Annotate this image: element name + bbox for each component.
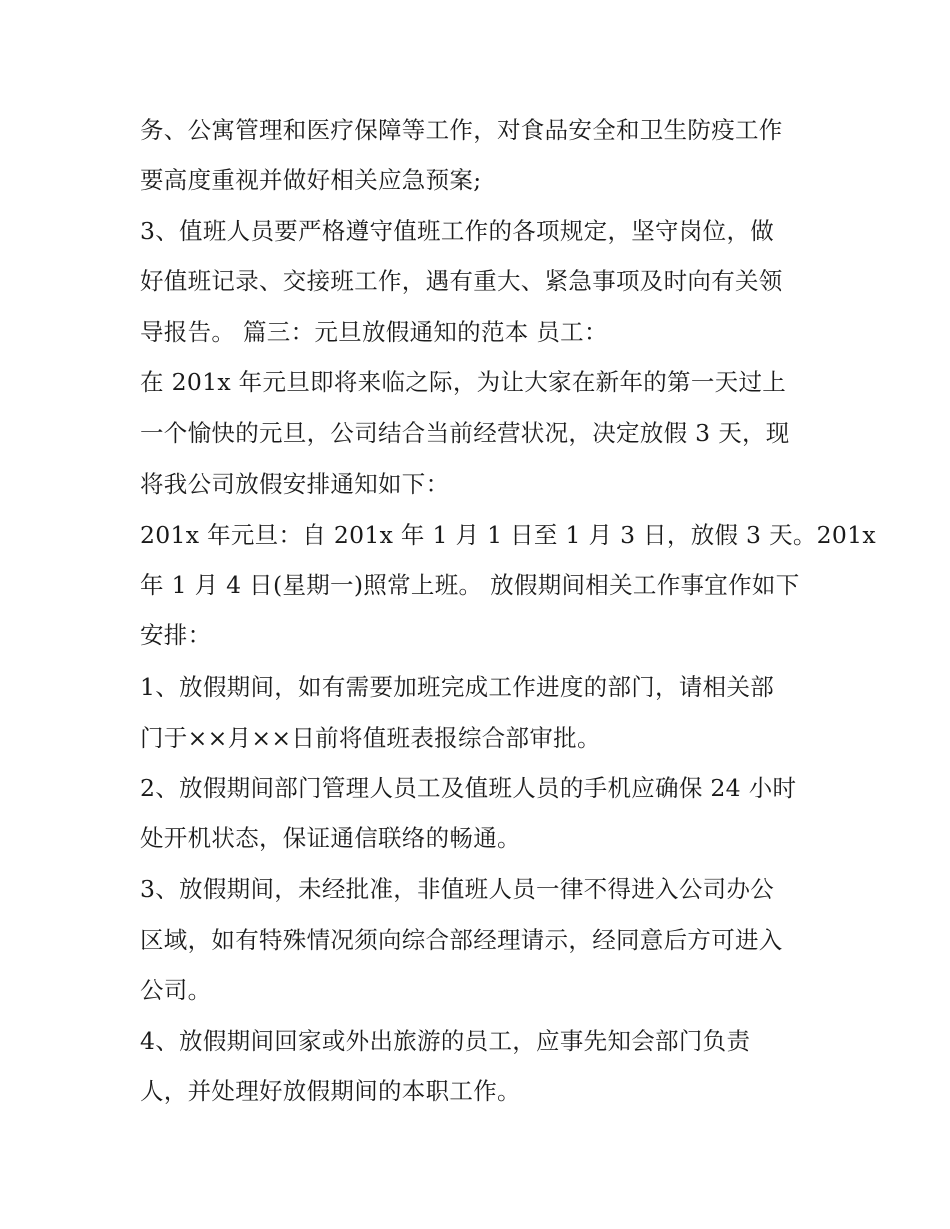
text-line: 要高度重视并做好相关应急预案; (140, 166, 482, 194)
text-line: 安排： (140, 621, 212, 649)
text-line: 3、放假期间，未经批准，非值班人员一律不得进入公司办公 (140, 875, 775, 903)
text-line: 将我公司放假安排通知如下： (140, 470, 450, 498)
text-line: 4、放假期间回家或外出旅游的员工，应事先知会部门负责 (140, 1027, 751, 1055)
text-line: 在 201x 年元旦即将来临之际，为让大家在新年的第一天过上 (140, 368, 787, 396)
text-line: 年 1 月 4 日(星期一)照常上班。 放假期间相关工作事宜作如下 (140, 571, 800, 599)
text-line: 门于××月××日前将值班表报综合部审批。 (140, 724, 601, 752)
text-line: 3、值班人员要严格遵守值班工作的各项规定，坚守岗位，做 (140, 217, 775, 245)
text-line: 一个愉快的元旦，公司结合当前经营状况，决定放假 3 天，现 (140, 419, 790, 447)
text-line: 导报告。 篇三：元旦放假通知的范本 员工： (140, 318, 608, 346)
text-line: 好值班记录、交接班工作，遇有重大、紧急事项及时向有关领 (140, 267, 783, 295)
text-line: 2、放假期间部门管理人员工及值班人员的手机应确保 24 小时 (140, 774, 797, 802)
text-line: 公司。 (140, 976, 212, 1004)
text-line: 处开机状态，保证通信联络的畅通。 (140, 824, 521, 852)
text-line: 务、公寓管理和医疗保障等工作，对食品安全和卫生防疫工作 (140, 116, 783, 144)
text-line: 201x 年元旦：自 201x 年 1 月 1 日至 1 月 3 日，放假 3 天。201x (140, 521, 876, 549)
text-line: 区域，如有特殊情况须向综合部经理请示，经同意后方可进入 (140, 926, 783, 954)
text-line: 人，并处理好放假期间的本职工作。 (140, 1077, 521, 1105)
text-line: 1、放假期间，如有需要加班完成工作进度的部门，请相关部 (140, 673, 775, 701)
